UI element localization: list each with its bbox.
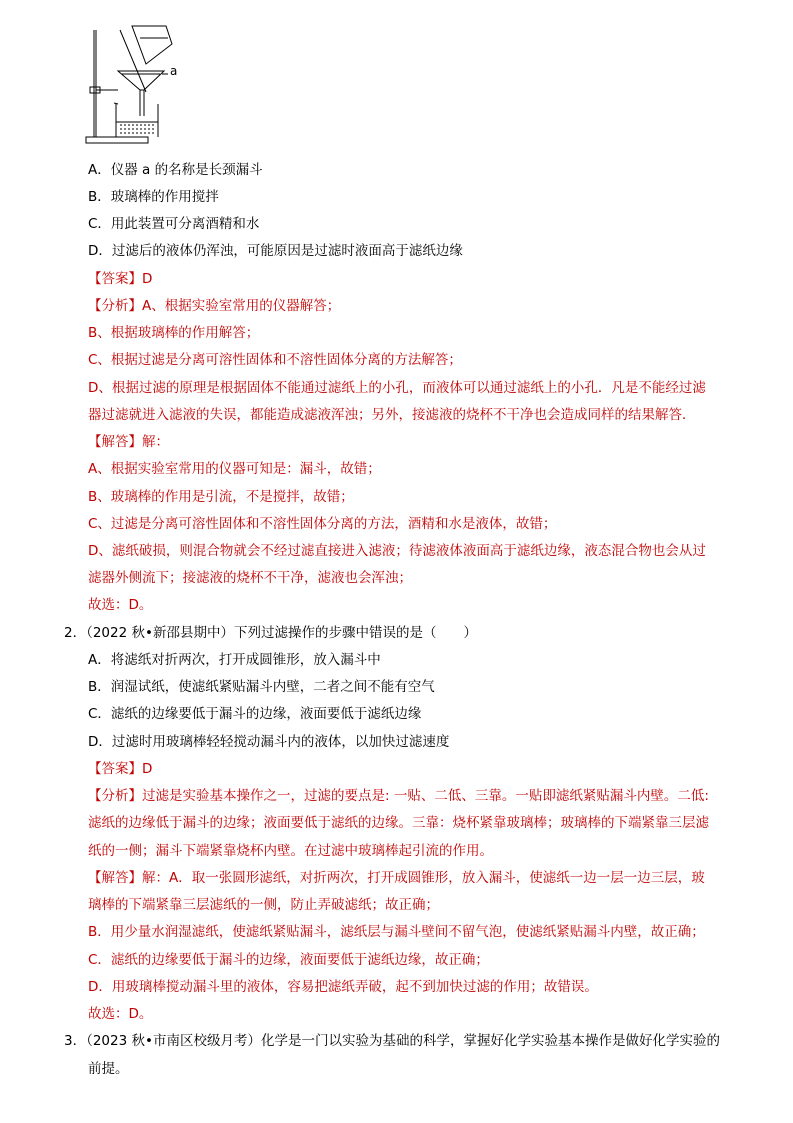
q2-solution-line: 【解答】解：A．取一张圆形滤纸，对折两次，打开成圆锥形，放入漏斗，使滤纸一边一层一边三层，玻	[88, 870, 705, 886]
q1-analysis-line: 器过滤就进入滤液的失误，都能造成滤液浑浊；另外，接滤液的烧杯不干净也会造成同样的结果解答．	[88, 407, 696, 423]
q1-solution-line: B、玻璃棒的作用是引流，不是搅拌，故错；	[88, 489, 354, 505]
q2-option-d: D．过滤时用玻璃棒轻轻搅动漏斗内的液体，以加快过滤速度	[88, 734, 450, 750]
q2-analysis-line: 纸的一侧；漏斗下端紧靠烧杯内壁。在过滤中玻璃棒起引流的作用。	[88, 843, 493, 859]
q1-option-c: C．用此装置可分离酒精和水	[88, 216, 260, 232]
q1-analysis-line: 【分析】A、根据实验室常用的仪器解答；	[88, 298, 341, 314]
q3-stem-line: 3．（2023 秋•市南区校级月考）化学是一门以实验为基础的科学，掌握好化学实验基本操作是做好化学实验的	[64, 1033, 720, 1049]
q1-solution-line: D、滤纸破损，则混合物就会不经过滤直接进入滤液；待滤液体液面高于滤纸边缘，液态混合物也会从过	[88, 543, 706, 559]
q3-stem-line: 前提。	[88, 1061, 129, 1077]
q1-solution-line: 【解答】解：	[88, 434, 169, 450]
q2-option-c: C．滤纸的边缘要低于漏斗的边缘，液面要低于滤纸边缘	[88, 706, 422, 722]
q2-answer: 【答案】D	[88, 761, 153, 777]
figure-label-a: a	[170, 64, 178, 78]
q1-analysis-line: C、根据过滤是分离可溶性固体和不溶性固体分离的方法解答；	[88, 352, 462, 368]
q1-option-d: D．过滤后的液体仍浑浊，可能原因是过滤时液面高于滤纸边缘	[88, 243, 463, 259]
q2-solution-line: C．滤纸的边缘要低于漏斗的边缘，液面要低于滤纸边缘，故正确；	[88, 952, 489, 968]
q2-solution-line: D．用玻璃棒搅动漏斗里的液体，容易把滤纸弄破，起不到加快过滤的作用；故错误。	[88, 979, 598, 995]
q2-analysis-line: 【分析】过滤是实验基本操作之一，过滤的要点是: 一贴、二低、三靠。一贴即滤纸紧贴漏斗内壁。二低:	[88, 788, 709, 804]
q1-option-b: B．玻璃棒的作用搅拌	[88, 189, 219, 205]
q2-option-b: B．润湿试纸，使滤纸紧贴漏斗内壁，二者之间不能有空气	[88, 679, 435, 695]
q1-solution-line: 滤器外侧流下；接滤液的烧杯不干净，滤液也会浑浊；	[88, 570, 412, 586]
q1-solution-line: C、过滤是分离可溶性固体和不溶性固体分离的方法，酒精和水是液体，故错；	[88, 516, 557, 532]
q1-solution-line: 故选：D。	[88, 597, 153, 613]
filtration-apparatus-figure	[84, 24, 194, 148]
q1-answer: 【答案】D	[88, 271, 153, 287]
q2-analysis-line: 滤纸的边缘低于漏斗的边缘；液面要低于滤纸的边缘。三靠：烧杯紧靠玻璃棒；玻璃棒的下端紧靠三层滤	[88, 815, 709, 831]
q2-solution-line: B．用少量水润湿滤纸，使滤纸紧贴漏斗，滤纸层与漏斗壁间不留气泡，使滤纸紧贴漏斗内壁，故正确；	[88, 924, 705, 940]
q1-solution-line: A、根据实验室常用的仪器可知是：漏斗，故错；	[88, 461, 381, 477]
q2-option-a: A．将滤纸对折两次，打开成圆锥形，放入漏斗中	[88, 652, 381, 668]
q2-stem: 2．（2022 秋•新邵县期中）下列过滤操作的步骤中错误的是（ ）	[64, 625, 477, 641]
q2-solution-line: 故选：D。	[88, 1006, 153, 1022]
q1-analysis-line: B、根据玻璃棒的作用解答；	[88, 325, 260, 341]
q2-solution-line: 璃棒的下端紧靠三层滤纸的一侧，防止弄破滤纸；故正确；	[88, 897, 439, 913]
filtration-apparatus-drawing	[84, 24, 194, 148]
q1-option-a: A．仪器 a 的名称是长颈漏斗	[88, 162, 263, 178]
q1-analysis-line: D、根据过滤的原理是根据固体不能通过滤纸上的小孔，而液体可以通过滤纸上的小孔．凡是不能经过滤	[88, 380, 706, 396]
